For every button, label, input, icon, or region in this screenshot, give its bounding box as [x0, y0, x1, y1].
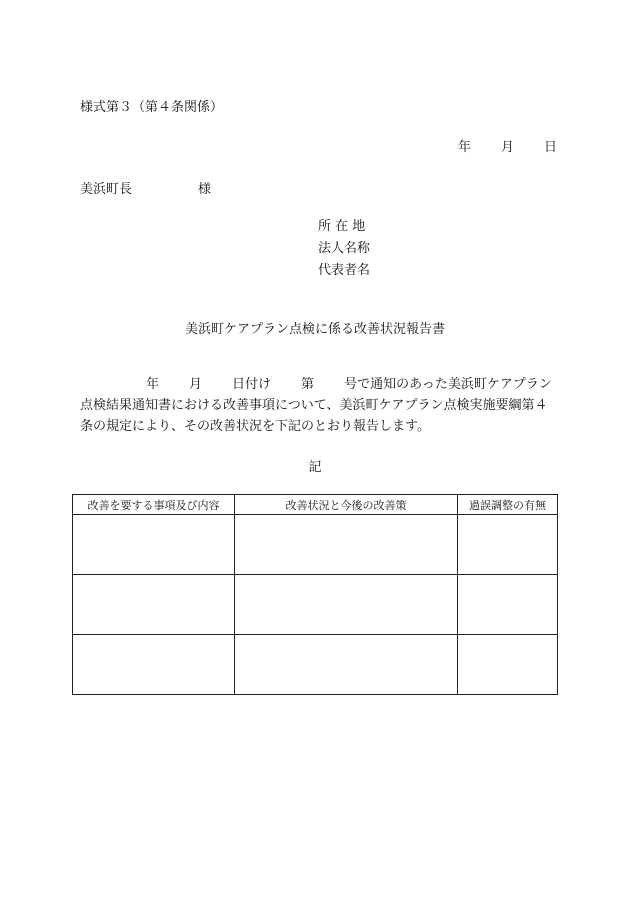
header-issue: 改善を要する事項及び内容 [73, 495, 235, 515]
table-cell[interactable] [458, 635, 558, 695]
document-title: 美浜町ケアプラン点検に係る改善状況報告書 [184, 322, 445, 337]
addressee-suffix: 様 [198, 182, 212, 197]
table-row [73, 575, 558, 635]
body-year: 年 [146, 377, 160, 392]
body-month: 月 [189, 377, 203, 392]
table-cell[interactable] [73, 575, 235, 635]
table-cell[interactable] [73, 515, 235, 575]
date-year: 年 [458, 140, 472, 155]
ki-heading: 記 [308, 460, 322, 475]
table-cell[interactable] [235, 575, 458, 635]
applicant-block [318, 216, 370, 282]
table-cell[interactable] [73, 635, 235, 695]
table-cell[interactable] [458, 575, 558, 635]
table-cell[interactable] [235, 635, 458, 695]
table-header-row [73, 495, 558, 515]
date-day: 日 [544, 140, 558, 155]
date-line [458, 136, 557, 155]
table-row [73, 515, 558, 575]
report-table [72, 494, 558, 695]
table-row [73, 635, 558, 695]
body-paragraph [80, 374, 560, 437]
form-number: 様式第３（第４条関係） [80, 100, 224, 115]
header-improvement: 改善状況と今後の改善策 [235, 495, 458, 515]
addressee-name: 美浜町長 [80, 182, 133, 197]
body-no: 第 [301, 377, 315, 392]
header-adjustment: 過誤調整の有無 [458, 495, 558, 515]
table-cell[interactable] [458, 515, 558, 575]
body-dated: 日付け [232, 377, 272, 392]
date-month: 月 [501, 140, 515, 155]
table-cell[interactable] [235, 515, 458, 575]
addressee [80, 178, 211, 197]
body-text: 号で通知のあった美浜町ケアプラン点検結果通知書における改善事項について、美浜町ケアプラン点検実施要綱第４条の規定により、その改善状況を下記のとおり報告します。 [80, 377, 552, 434]
applicant-representative-label: 代表者名 [318, 263, 371, 278]
applicant-corp-name-label: 法人名称 [318, 241, 371, 256]
applicant-address-label: 所 在 地 [318, 219, 366, 234]
